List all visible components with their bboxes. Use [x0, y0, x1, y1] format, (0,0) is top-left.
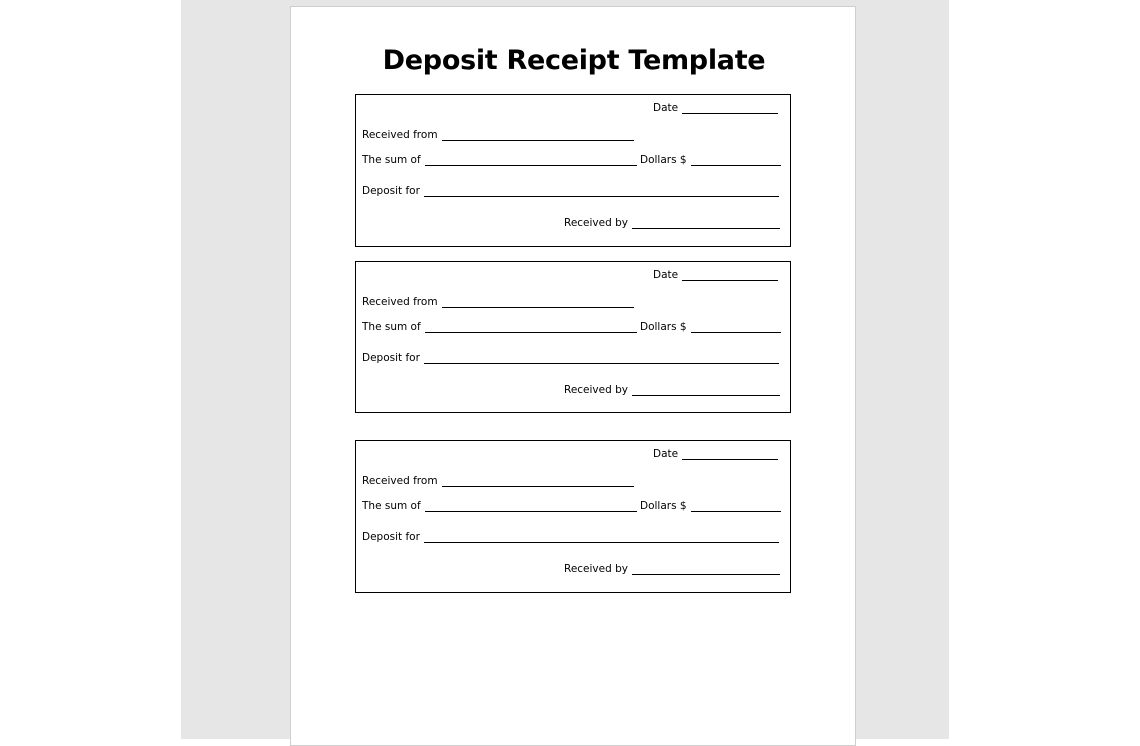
received-from-label: Received from — [362, 475, 438, 487]
dollars-blank-line — [691, 155, 781, 166]
document-title: Deposit Receipt Template — [382, 45, 766, 76]
receipt-form — [355, 440, 791, 593]
sum-of-label: The sum of — [362, 321, 421, 333]
sum-of-field — [362, 500, 637, 512]
dollars-field — [640, 321, 781, 333]
dollars-field — [640, 154, 781, 166]
sum-of-label: The sum of — [362, 154, 421, 166]
received-from-blank-line — [442, 297, 634, 308]
sum-of-blank-line — [425, 501, 637, 512]
dollars-label: Dollars $ — [640, 154, 687, 166]
dollars-blank-line — [691, 501, 781, 512]
dollars-label: Dollars $ — [640, 500, 687, 512]
deposit-for-blank-line — [424, 186, 779, 197]
received-from-field — [362, 129, 634, 141]
deposit-for-blank-line — [424, 353, 779, 364]
received-by-label: Received by — [564, 563, 628, 575]
date-blank-line — [682, 270, 778, 281]
received-by-blank-line — [632, 385, 780, 396]
dollars-label: Dollars $ — [640, 321, 687, 333]
deposit-for-field — [362, 531, 779, 543]
sum-of-blank-line — [425, 155, 637, 166]
deposit-for-field — [362, 352, 779, 364]
received-by-field — [564, 217, 780, 229]
received-from-label: Received from — [362, 296, 438, 308]
sum-of-label: The sum of — [362, 500, 421, 512]
received-by-blank-line — [632, 218, 780, 229]
date-label: Date — [653, 102, 679, 114]
date-label: Date — [653, 269, 679, 281]
received-by-field — [564, 384, 780, 396]
received-by-label: Received by — [564, 384, 628, 396]
date-field — [653, 448, 778, 460]
receipt-form — [355, 94, 791, 247]
date-field — [653, 269, 778, 281]
received-by-field — [564, 563, 780, 575]
date-blank-line — [682, 103, 778, 114]
dollars-field — [640, 500, 781, 512]
deposit-for-label: Deposit for — [362, 531, 420, 543]
date-label: Date — [653, 448, 679, 460]
dollars-blank-line — [691, 322, 781, 333]
received-from-label: Received from — [362, 129, 438, 141]
received-by-blank-line — [632, 564, 780, 575]
deposit-for-blank-line — [424, 532, 779, 543]
document-page — [290, 6, 856, 746]
received-from-blank-line — [442, 130, 634, 141]
deposit-for-label: Deposit for — [362, 352, 420, 364]
received-from-field — [362, 475, 634, 487]
sum-of-blank-line — [425, 322, 637, 333]
deposit-for-field — [362, 185, 779, 197]
sum-of-field — [362, 154, 637, 166]
sum-of-field — [362, 321, 637, 333]
date-blank-line — [682, 449, 778, 460]
received-from-field — [362, 296, 634, 308]
received-by-label: Received by — [564, 217, 628, 229]
received-from-blank-line — [442, 476, 634, 487]
receipt-form — [355, 261, 791, 413]
date-field — [653, 102, 778, 114]
deposit-for-label: Deposit for — [362, 185, 420, 197]
